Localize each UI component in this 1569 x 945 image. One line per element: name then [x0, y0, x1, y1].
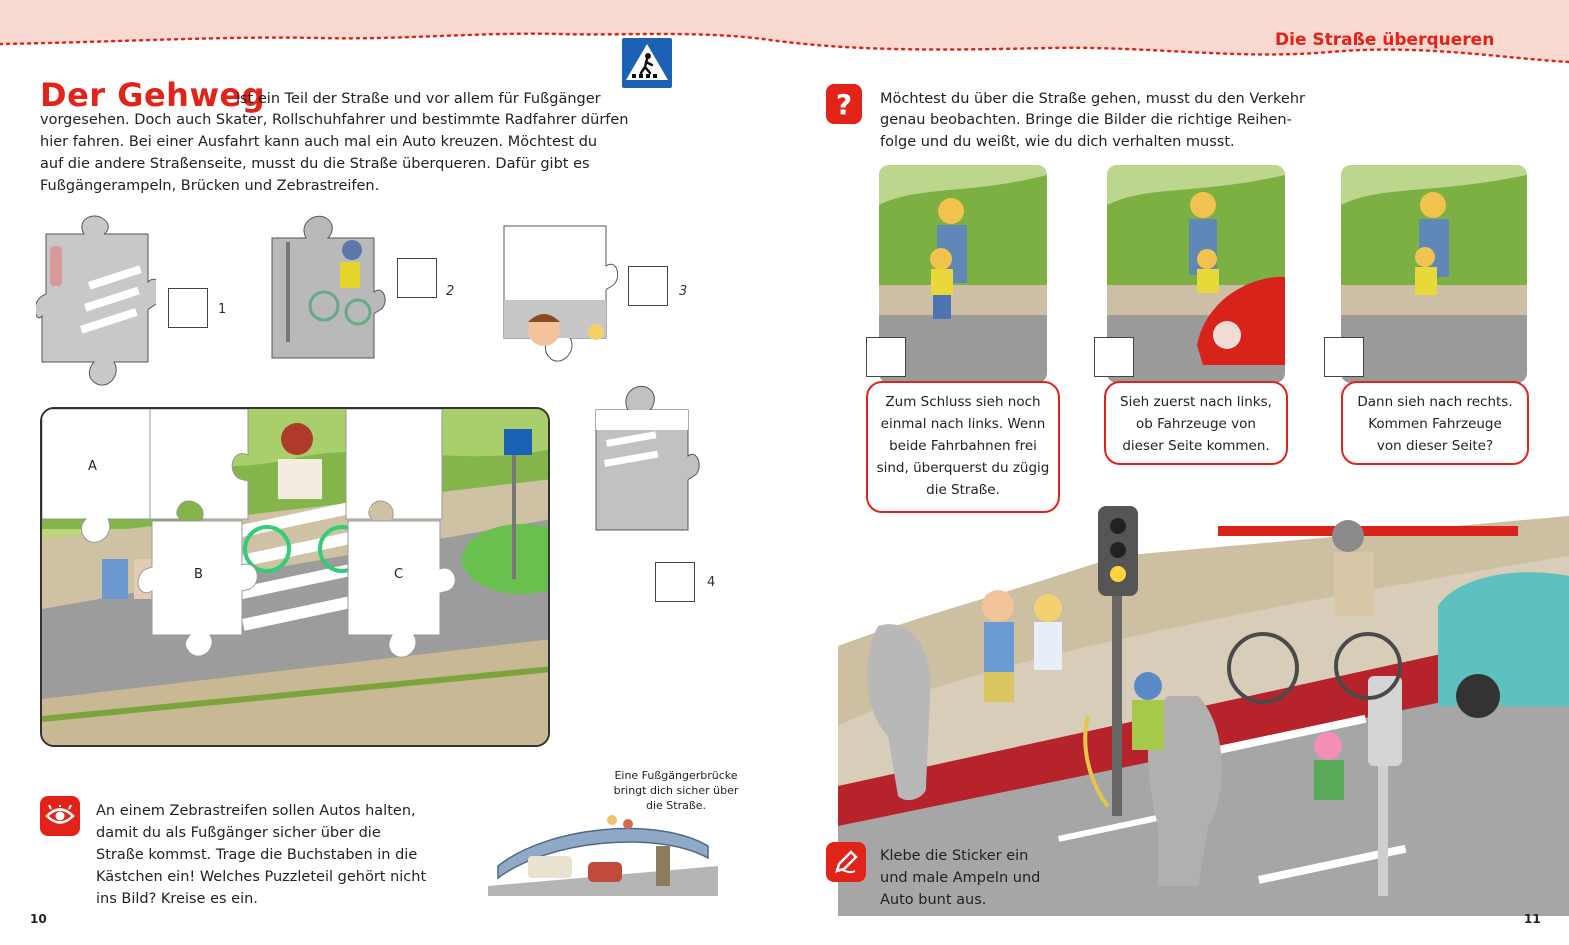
intro-line-1: ist ein Teil der Straße und vor allem für Fußgänger — [236, 91, 601, 107]
puzzle-piece-3 — [498, 222, 618, 372]
sticker-task-line-3: Auto bunt aus. — [880, 892, 987, 908]
footbridge-illustration — [488, 806, 718, 896]
sticker-task-line-1: Klebe die Sticker ein — [880, 848, 1029, 864]
gap-label-b: B — [194, 567, 203, 582]
order-box-1[interactable] — [866, 337, 906, 377]
piece-number-1: 1 — [218, 302, 227, 317]
speech-bubble-2 — [1104, 381, 1288, 465]
speech-bubble-1 — [866, 381, 1060, 513]
bubble-1-line-2: einmal nach links. Wenn — [880, 416, 1046, 432]
bubble-2-line-1: Sieh zuerst nach links, — [1120, 394, 1272, 410]
heading-der-gehweg: Der Gehweg — [40, 76, 266, 114]
sticker-task-line-2: und male Ampeln und — [880, 870, 1041, 886]
question-icon: ? — [826, 84, 862, 124]
eye-task-line-3: Straße kommst. Trage die Buchstaben in die — [96, 847, 418, 863]
bridge-caption-line-1: Eine Fußgängerbrücke — [614, 769, 738, 782]
bridge-caption-line-2: bringt dich sicher über — [613, 784, 739, 797]
intro-line-5: Fußgängerampeln, Brücken und Zebrastreifen. — [40, 178, 380, 194]
bubble-1-line-3: beide Fahrbahnen frei — [889, 438, 1037, 454]
intro-line-3: hier fahren. Bei einer Ausfahrt kann auch mal ein Auto kreuzen. Möchtest du — [40, 134, 598, 150]
piece-number-3: 3 — [679, 284, 688, 299]
gap-label-c: C — [394, 567, 404, 582]
bubble-3-line-2: Kommen Fahrzeuge — [1368, 416, 1502, 432]
bubble-1-line-4: sind, überquerst du zügig — [876, 460, 1050, 476]
eye-task-line-1: An einem Zebrastreifen sollen Autos halten, — [96, 803, 416, 819]
question-line-2: genau beobachten. Bringe die Bilder die richtige Reihen- — [880, 112, 1292, 128]
speech-bubble-3 — [1341, 381, 1529, 465]
bubble-2-line-3: dieser Seite kommen. — [1122, 438, 1270, 454]
page-number-left: 10 — [30, 912, 47, 926]
eye-icon — [40, 796, 80, 836]
question-line-3: folge und du weißt, wie du dich verhalten musst. — [880, 134, 1235, 150]
bridge-caption-line-3: die Straße. — [645, 799, 707, 812]
eye-task-line-2: damit du als Fußgänger sicher über die — [96, 825, 381, 841]
eye-task-line-4: Kästchen ein! Welches Puzzleteil gehört nicht — [96, 869, 427, 885]
bubble-1-line-5: die Straße. — [926, 482, 1000, 498]
answer-box-4[interactable] — [655, 562, 695, 602]
section-title: Die Straße überqueren — [1275, 30, 1495, 50]
answer-box-3[interactable] — [628, 266, 668, 306]
page-number-right: 11 — [1524, 912, 1541, 926]
bubble-2-line-2: ob Fahrzeuge von — [1136, 416, 1256, 432]
piece-number-4: 4 — [707, 575, 716, 590]
bubble-3-line-1: Dann sieh nach rechts. — [1357, 394, 1513, 410]
puzzle-piece-1 — [36, 212, 156, 392]
intro-line-2: vorgesehen. Doch auch Skater, Rollschuhfahrer und bestimmte Radfahrer dürfen — [40, 112, 629, 128]
order-box-3[interactable] — [1324, 337, 1364, 377]
pedestrian-crossing-sign-icon — [620, 36, 674, 90]
intro-line-4: auf die andere Straßenseite, musst du die Straße überqueren. Dafür gibt es — [40, 156, 590, 172]
question-line-1: Möchtest du über die Straße gehen, musst du den Verkehr — [880, 91, 1305, 107]
pencil-icon — [826, 842, 866, 882]
scene-card-3 — [1341, 165, 1527, 383]
puzzle-gap-a — [42, 409, 550, 747]
puzzle-piece-4 — [590, 380, 700, 550]
order-box-2[interactable] — [1094, 337, 1134, 377]
crosswalk-puzzle-scene — [40, 407, 550, 747]
gap-label-a: A — [88, 459, 97, 474]
piece-number-2: 2 — [446, 284, 455, 299]
answer-box-1[interactable] — [168, 288, 208, 328]
eye-task-line-5: ins Bild? Kreise es ein. — [96, 891, 258, 907]
puzzle-piece-2 — [266, 212, 386, 372]
answer-box-2[interactable] — [397, 258, 437, 298]
bubble-1-line-1: Zum Schluss sieh noch — [885, 394, 1041, 410]
bubble-3-line-3: von dieser Seite? — [1376, 438, 1494, 454]
